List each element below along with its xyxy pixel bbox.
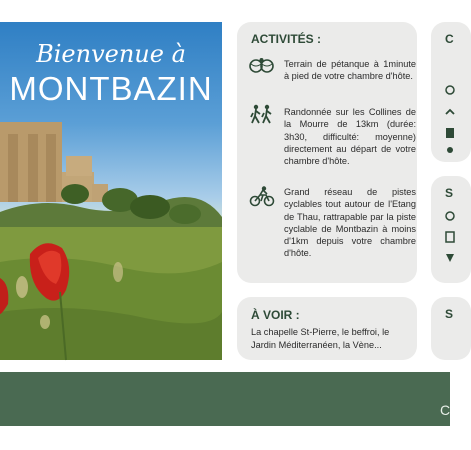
things-to-see-heading: À VOIR : <box>251 308 300 322</box>
right-card-middle-heading: S <box>445 186 454 200</box>
activities-heading: ACTIVITÉS : <box>251 32 322 46</box>
right-card-middle <box>431 176 471 283</box>
castle-illustration <box>0 122 108 202</box>
footer-partial-text: C <box>440 402 451 418</box>
hikers-icon <box>249 104 275 124</box>
right-card-top-heading: C <box>445 32 454 46</box>
activity-text-cycling: Grand réseau de pistes cyclables tout autour de l'Etang de Thau, rattrapable par la piste cyclable de Montbazin à moins d'1km depuis votre chambre d'hôte. <box>284 187 416 259</box>
cyclist-icon <box>249 184 275 208</box>
service-icons <box>443 210 457 274</box>
activity-text-hiking: Randonnée sur les Collines de la Mourre de 13km (durée: 3h30, difficulté: moyenne) directement au départ de votre chambre d'hôte. <box>284 107 416 167</box>
petanque-balls-icon <box>249 56 275 76</box>
right-card-top <box>431 22 471 162</box>
welcome-script-title: Bienvenue à <box>36 40 186 68</box>
things-to-see-card <box>237 297 417 360</box>
activities-card <box>237 22 417 283</box>
things-to-see-text: La chapelle St-Pierre, le beffroi, le Jardin Méditerranéen, la Vène... <box>251 327 390 350</box>
town-name-title: MONTBAZIN <box>9 70 213 107</box>
contact-icons <box>443 84 457 154</box>
activity-text-petanque: Terrain de pétanque à 1minute à pied de votre chambre d'hôte. <box>284 59 416 82</box>
right-card-bottom-heading: S <box>445 307 454 321</box>
right-card-bottom <box>431 297 471 360</box>
hero-photo <box>0 22 222 360</box>
footer-band <box>0 372 450 426</box>
